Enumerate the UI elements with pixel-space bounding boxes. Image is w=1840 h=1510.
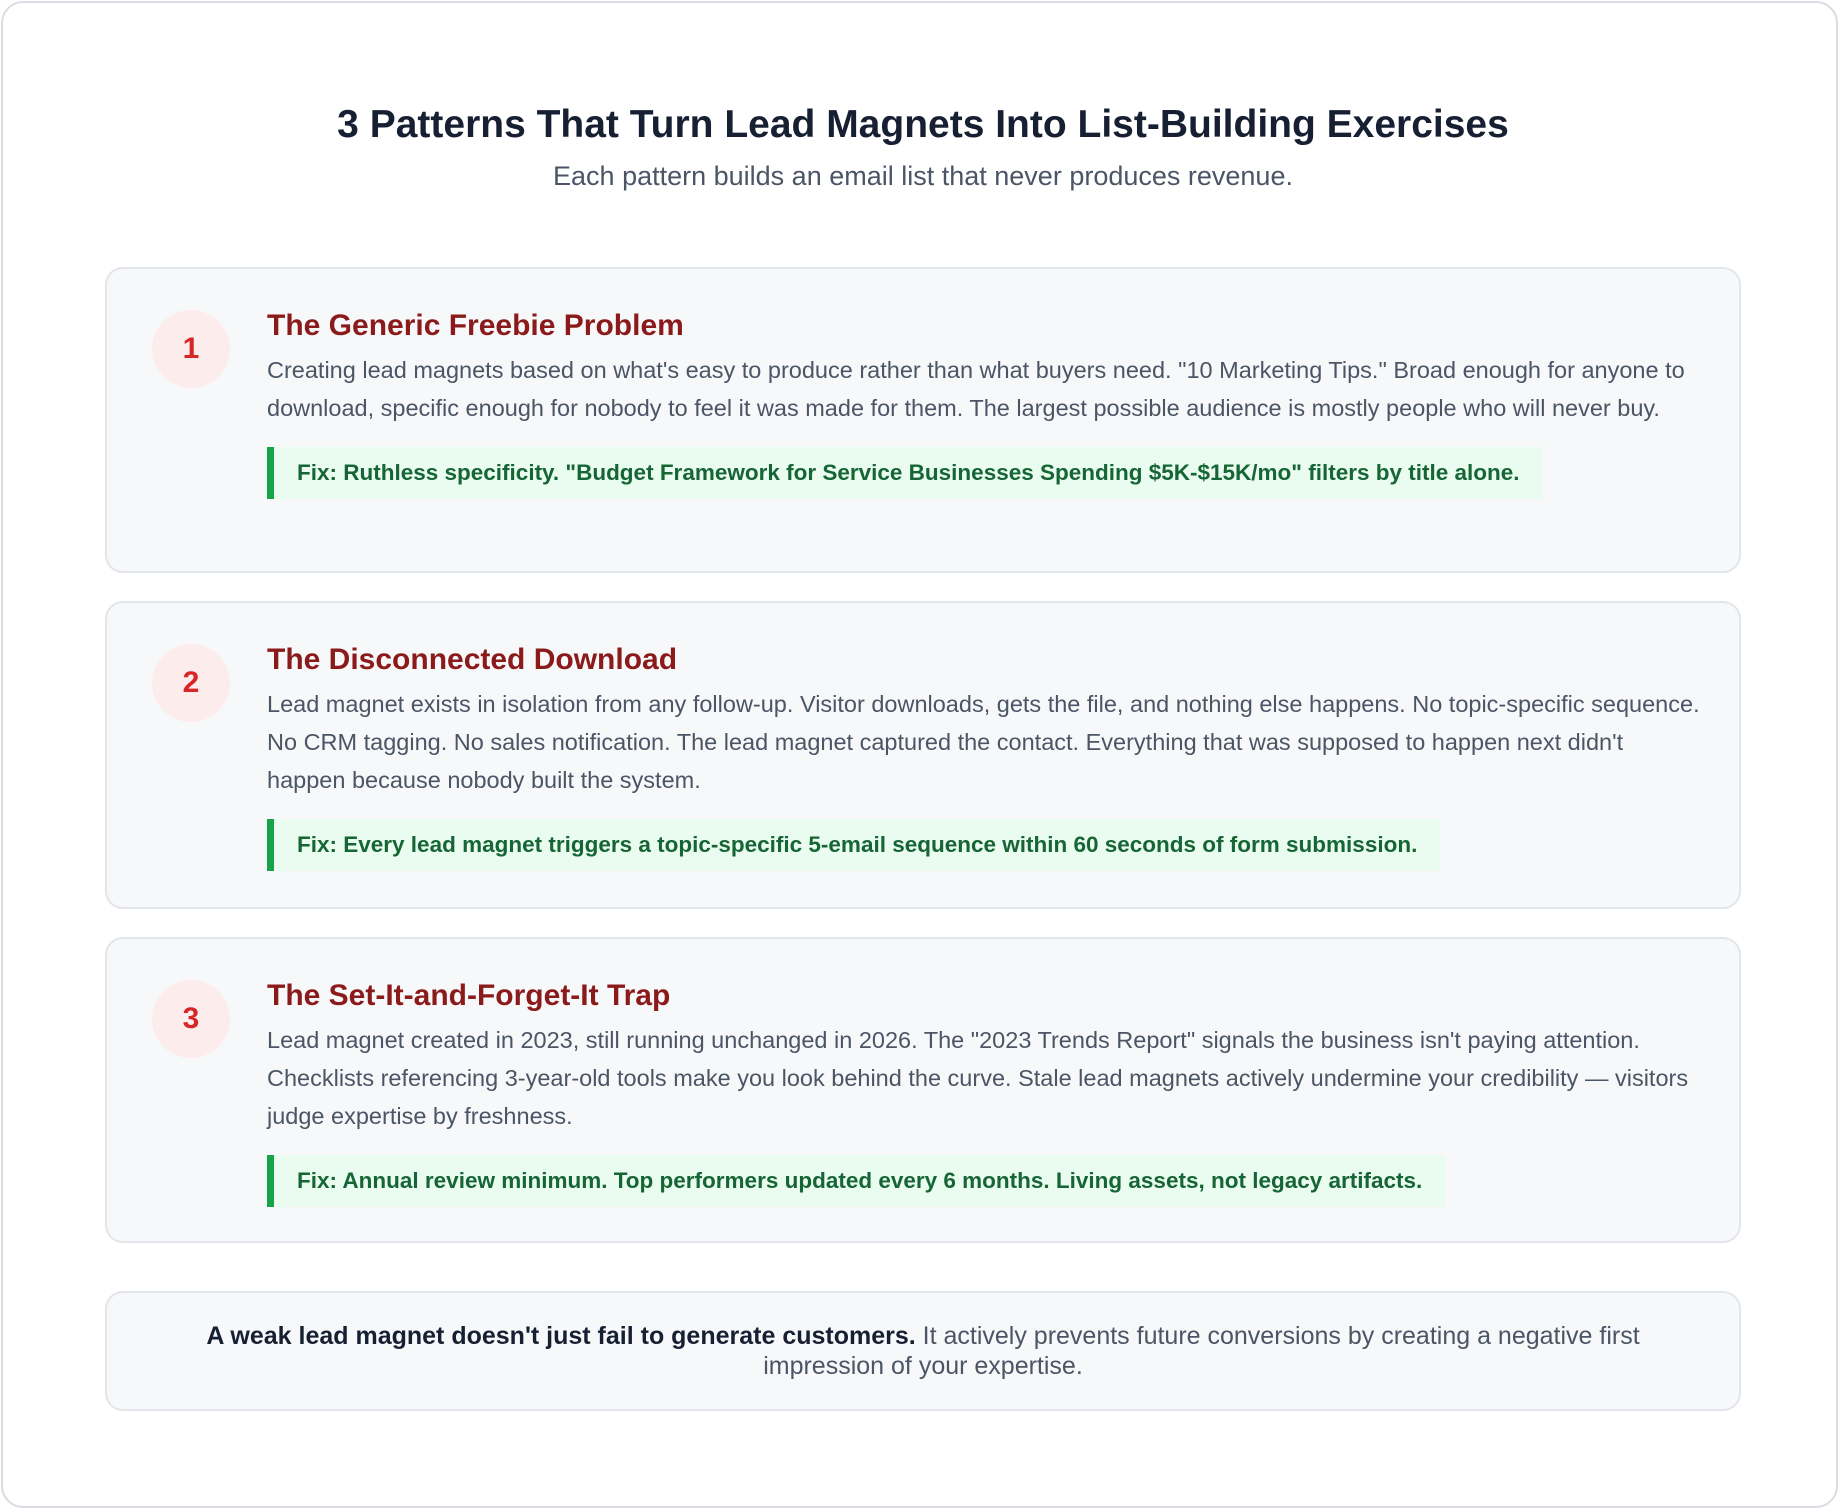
pattern-number-badge: 1 [152,310,230,388]
page-frame [1,1,1838,1508]
summary-rest: It actively prevents future conversions by creating a negative first impression of your expertise. [763,1322,1640,1380]
summary-emphasis: A weak lead magnet doesn't just fail to generate customers. [206,1322,916,1350]
pattern-fix-callout: Fix: Annual review minimum. Top performers updated every 6 months. Living assets, not legacy artifacts. [267,1155,1445,1207]
pattern-number-badge: 3 [152,980,230,1058]
pattern-title: The Generic Freebie Problem [267,309,684,342]
pattern-number-badge: 2 [152,644,230,722]
pattern-description: Lead magnet exists in isolation from any follow-up. Visitor downloads, gets the file, and nothing else happens. No topic-specific sequence. No CRM tagging. No sales notification. The lead magnet captured the contact. Everything that was supposed to happen next didn't happen because nobody built the system. [267,691,1700,793]
pattern-fix-callout: Fix: Ruthless specificity. "Budget Framework for Service Businesses Spending $5K-$15K/mo" filters by title alone. [267,447,1543,499]
summary-text [167,1321,1679,1381]
pattern-content [267,641,1707,871]
page-title: 3 Patterns That Turn Lead Magnets Into List-Building Exercises [337,103,1509,146]
pattern-card-3 [105,937,1741,1243]
pattern-description: Lead magnet created in 2023, still running unchanged in 2026. The "2023 Trends Report" signals the business isn't paying attention. Checklists referencing 3-year-old tools make you look behind the curve. Stale lead magnets actively undermine your credibility — visitors judge expertise by freshness. [267,1027,1689,1129]
page-header [3,99,1840,195]
summary-box [105,1291,1741,1411]
pattern-title: The Set-It-and-Forget-It Trap [267,979,671,1012]
pattern-title: The Disconnected Download [267,643,678,676]
pattern-card-2 [105,601,1741,909]
pattern-description: Creating lead magnets based on what's easy to produce rather than what buyers need. "10 Marketing Tips." Broad enough for anyone to download, specific enough for nobody to feel it was made for them. The largest possible audience is mostly people who will never buy. [267,357,1685,421]
pattern-content [267,977,1707,1207]
pattern-fix-callout: Fix: Every lead magnet triggers a topic-specific 5-email sequence within 60 seconds of form submission. [267,819,1440,871]
pattern-content [267,307,1707,499]
page-subtitle: Each pattern builds an email list that never produces revenue. [553,161,1293,191]
pattern-card-1 [105,267,1741,573]
